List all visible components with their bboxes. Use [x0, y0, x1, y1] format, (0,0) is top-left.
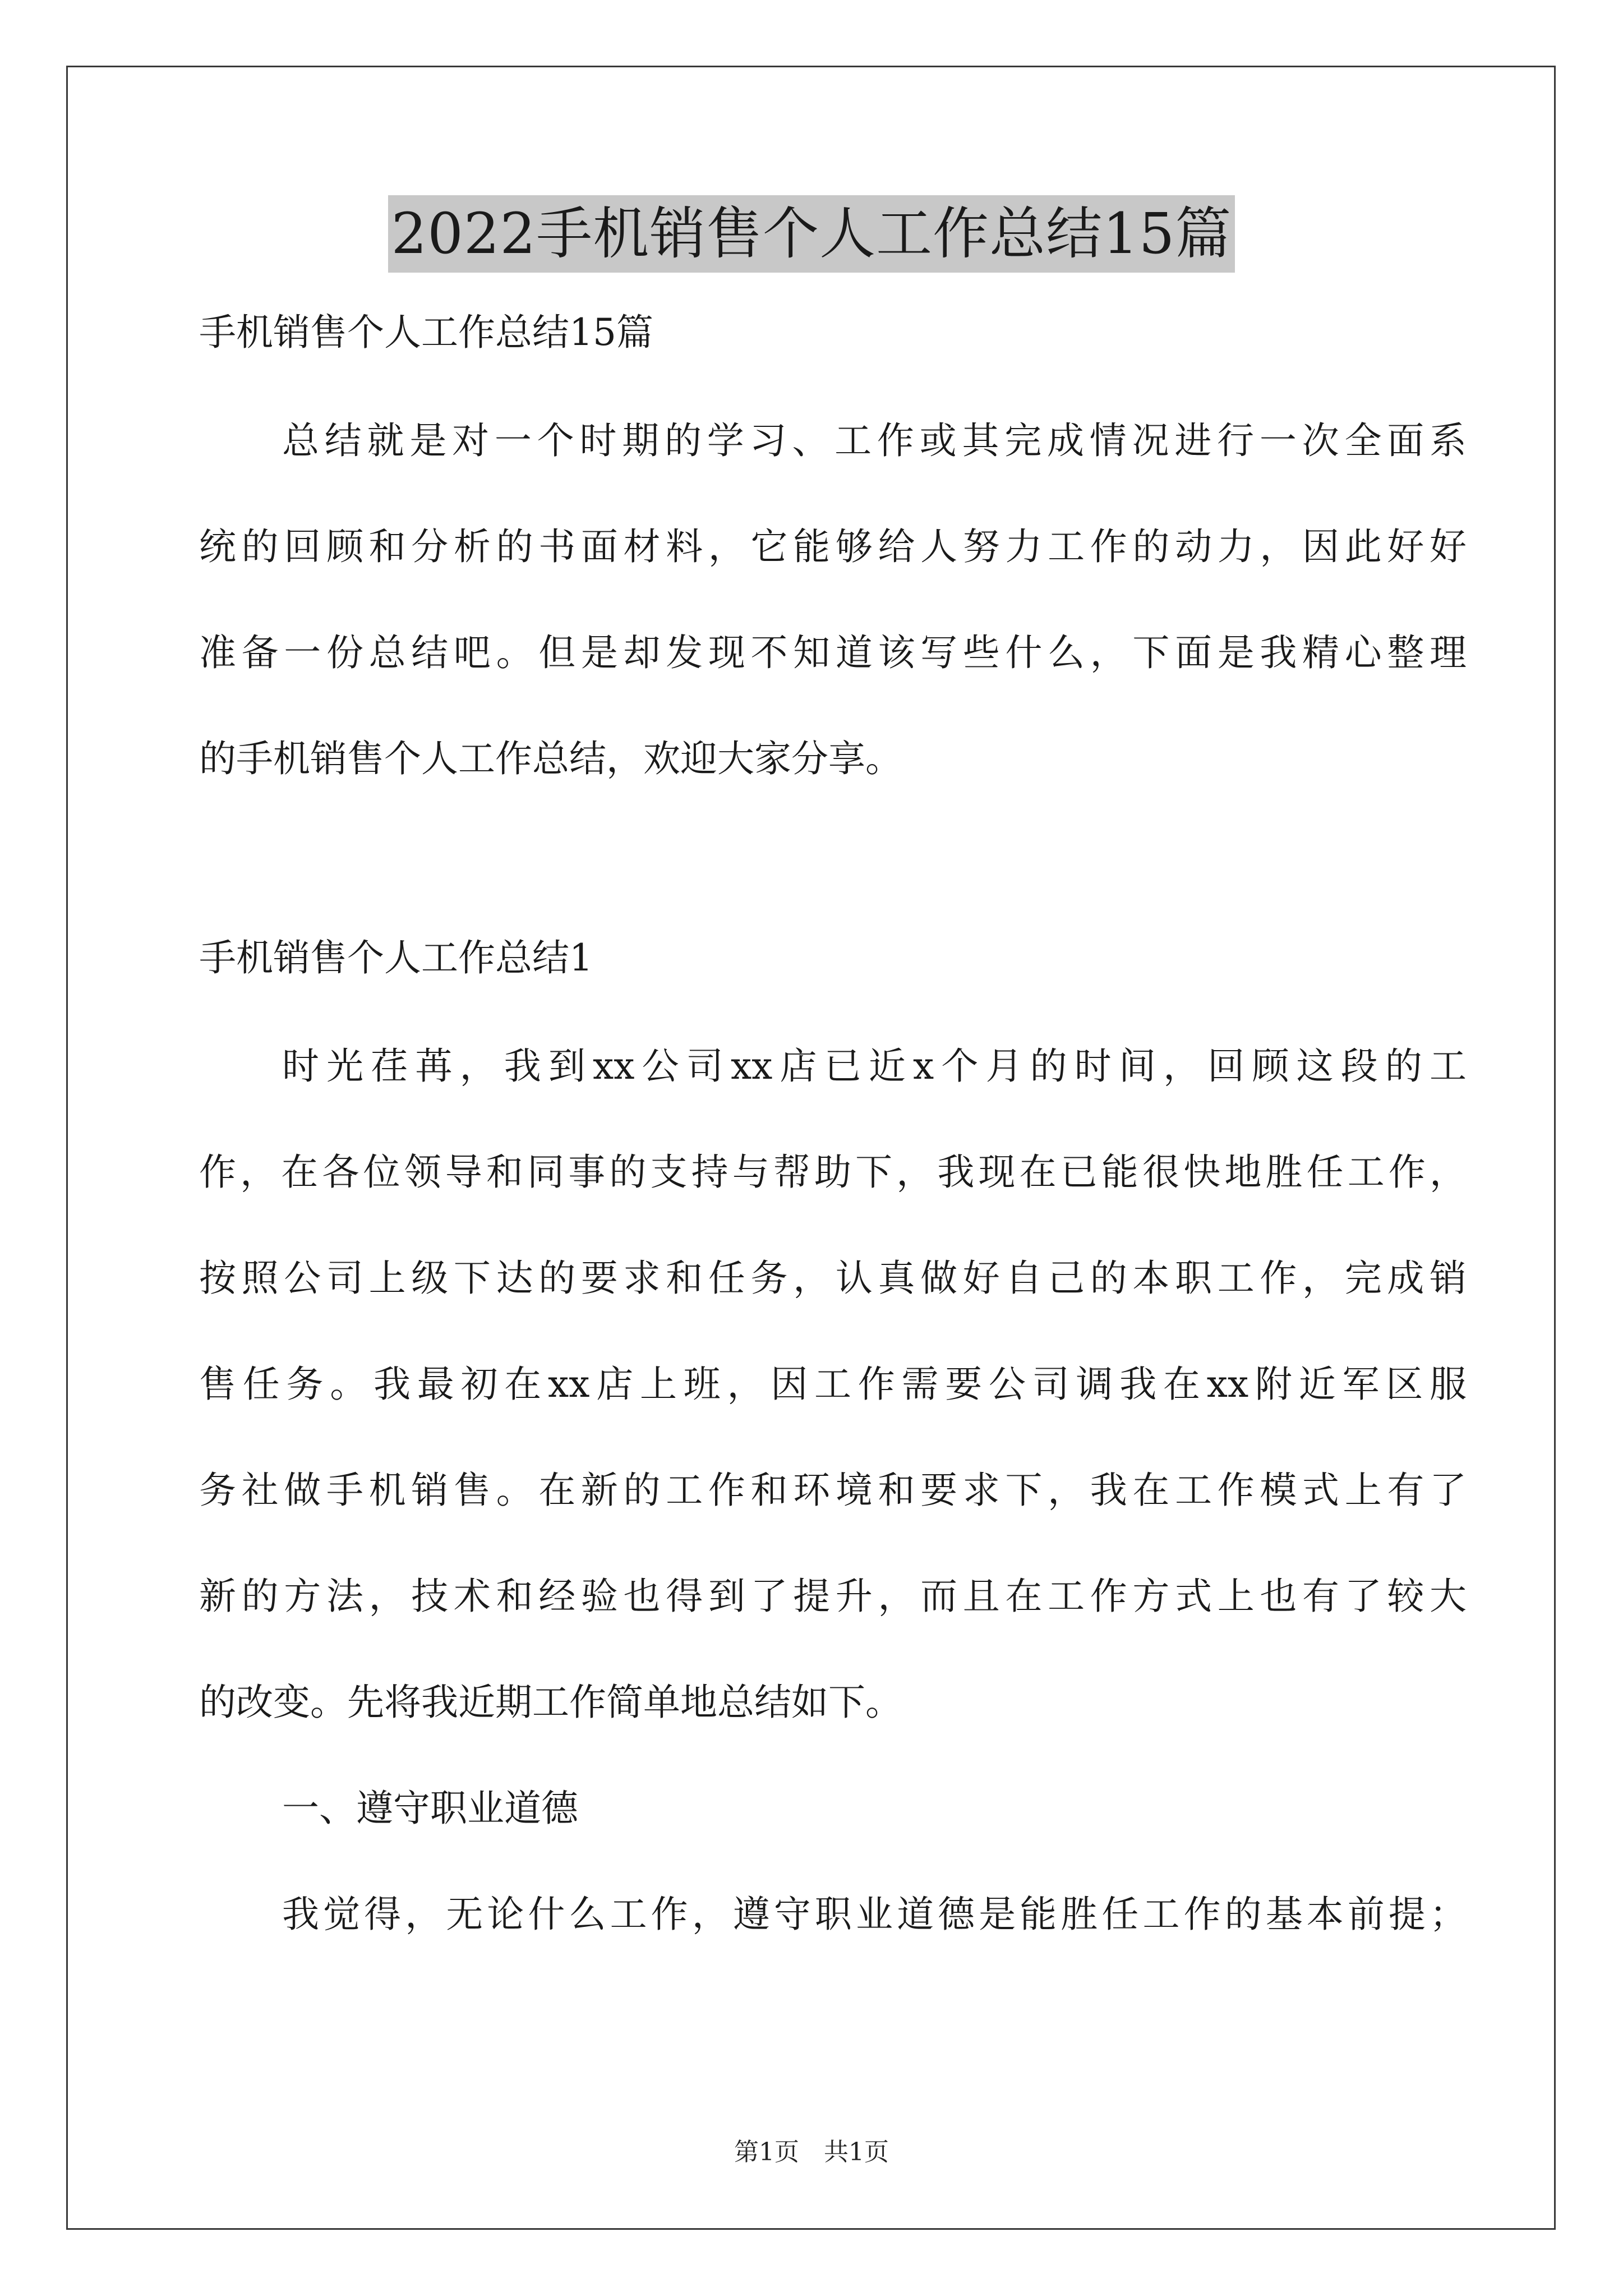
subtitle: 手机销售个人工作总结15篇 [199, 311, 653, 354]
point-line: 我觉得，无论什么工作，遵守职业道德是能胜任工作的基本前提； [282, 1893, 1467, 1936]
section-line: 按照公司上级下达的要求和任务，认真做好自己的本职工作，完成销 [199, 1257, 1467, 1300]
point-heading: 一、遵守职业道德 [282, 1787, 578, 1830]
section-line: 务社做手机销售。在新的工作和环境和要求下，我在工作模式上有了 [199, 1469, 1467, 1512]
section-line: 时光荏苒，我到xx公司xx店已近x个月的时间，回顾这段的工 [282, 1045, 1467, 1088]
intro-line: 统的回顾和分析的书面材料，它能够给人努力工作的动力，因此好好 [199, 525, 1467, 568]
section-line: 作，在各位领导和同事的支持与帮助下，我现在已能很快地胜任工作， [199, 1151, 1467, 1194]
section-line: 新的方法，技术和经验也得到了提升，而且在工作方式上也有了较大 [199, 1575, 1467, 1618]
title-container [0, 195, 1623, 273]
intro-line: 总结就是对一个时期的学习、工作或其完成情况进行一次全面系 [282, 419, 1467, 462]
section-line: 的改变。先将我近期工作简单地总结如下。 [199, 1681, 902, 1724]
section-line: 售任务。我最初在xx店上班，因工作需要公司调我在xx附近军区服 [199, 1363, 1467, 1406]
section-heading: 手机销售个人工作总结1 [199, 936, 593, 979]
intro-line: 的手机销售个人工作总结，欢迎大家分享。 [199, 737, 902, 780]
page-footer: 第1页 共1页 [734, 2138, 889, 2166]
document-body [199, 309, 1467, 1938]
document-title: 2022手机销售个人工作总结15篇 [388, 195, 1235, 273]
intro-line: 准备一份总结吧。但是却发现不知道该写些什么，下面是我精心整理 [199, 631, 1467, 674]
